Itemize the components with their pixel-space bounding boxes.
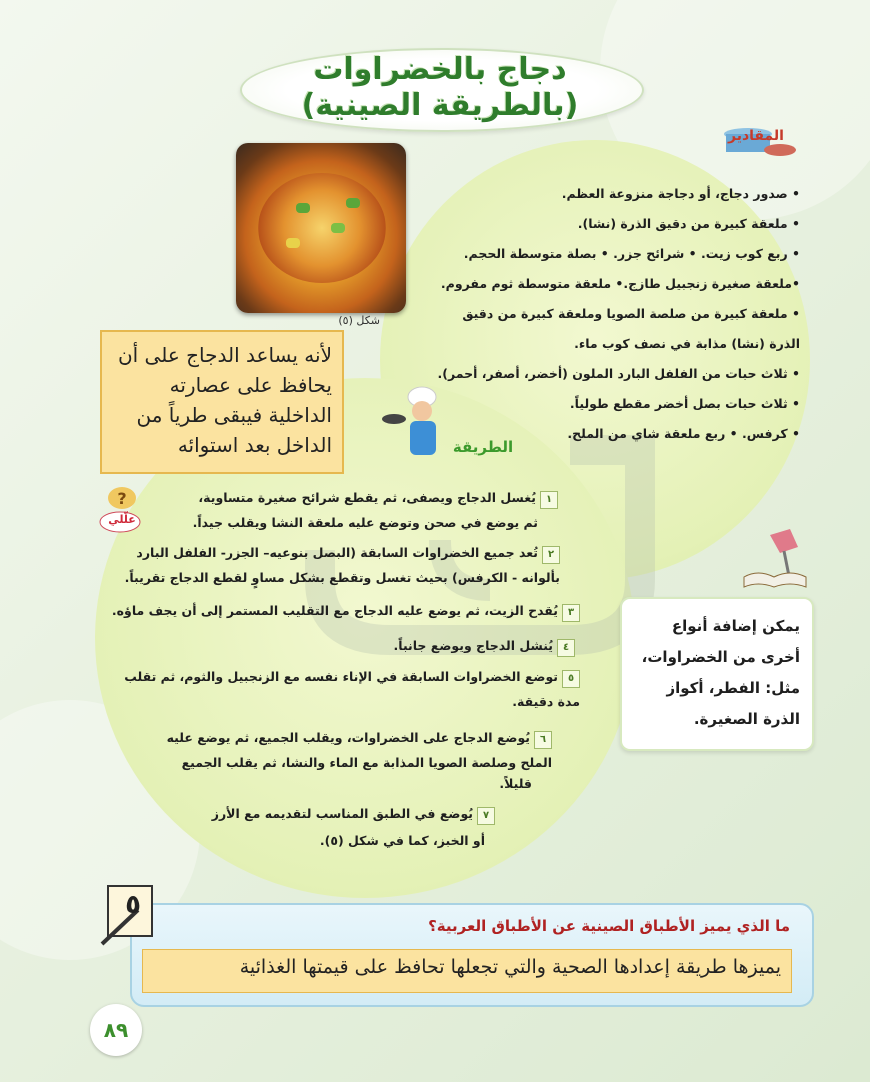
dish-photo bbox=[236, 143, 406, 313]
answer-note-text: لأنه يساعد الدجاج على أن يحافظ على عصارته الداخلية فيبقى طرياً من الداخل بعد استوائه bbox=[117, 343, 332, 457]
ingredient-item: • ملعقة كبيرة من صلصة الصويا وملعقة كبيرة من دقيق bbox=[462, 306, 800, 321]
ingredient-item: • ثلاث حبات بصل أخضر مقطع طولياً. bbox=[569, 396, 800, 411]
justify-label: علّلي bbox=[108, 513, 136, 526]
step-line: أو الخبز، كما في شكل (٥). bbox=[319, 833, 485, 848]
method-step bbox=[175, 638, 575, 657]
step-line: يُقدح الزيت، ثم يوضع عليه الدجاج مع التقليب المستمر إلى أن يجف ماؤه. bbox=[111, 603, 558, 618]
answer-note-box bbox=[100, 330, 344, 474]
method-step bbox=[138, 490, 558, 530]
ingredient-item: الذرة (نشا) مذابة في نصف كوب ماء. bbox=[574, 336, 800, 351]
method-step bbox=[100, 545, 560, 585]
method-heading: الطريقة bbox=[452, 438, 514, 456]
reading-lamp-icon bbox=[740, 525, 810, 595]
step-line: يُوضع الدجاج على الخضراوات، ويقلب الجميع، ثم يوضع عليه bbox=[166, 730, 530, 745]
tip-line: الذرة الصغيرة. bbox=[693, 710, 800, 728]
method-step bbox=[155, 806, 495, 848]
step-number: ٦ bbox=[534, 731, 552, 749]
method-step bbox=[100, 669, 580, 709]
step-number: ١ bbox=[540, 491, 558, 509]
tip-box bbox=[620, 597, 814, 751]
answer-text: يميزها طريقة إعدادها الصحية والتي تجعلها تحافظ على قيمتها الغذائية bbox=[239, 956, 781, 978]
tip-line: مثل: الفطر، أكواز bbox=[666, 679, 800, 697]
step-line: يُغسل الدجاج ويصفى، ثم يقطع شرائح صغيرة متساوية، bbox=[198, 490, 536, 505]
tip-text bbox=[630, 611, 800, 735]
step-number: ٣ bbox=[562, 604, 580, 622]
step-line: مدة دقيقة. bbox=[512, 694, 580, 709]
ingredient-item: • كرفس. • ربع ملعقة شاي من الملح. bbox=[567, 426, 800, 441]
tip-line: يمكن إضافة أنواع bbox=[671, 617, 800, 635]
step-line: تُعد جميع الخضراوات السابقة (البصل بنوعيه– الجزر- الفلفل البارد bbox=[136, 545, 538, 560]
step-number: ٤ bbox=[557, 639, 575, 657]
page-number: ٨٩ bbox=[90, 1004, 142, 1056]
tip-line: أخرى من الخضراوات، bbox=[641, 648, 800, 666]
step-number: ٥ bbox=[562, 670, 580, 688]
step-line: الملح وصلصة الصويا المذابة مع الماء والنشا، ثم يقلب الجميع bbox=[181, 755, 552, 770]
ingredient-item: • ثلاث حبات من الفلفل البارد الملون (أخضر، أصفر، أحمر). bbox=[437, 366, 800, 381]
question-panel bbox=[130, 903, 814, 1007]
ingredient-item: • ملعقة كبيرة من دقيق الذرة (نشا). bbox=[577, 216, 800, 231]
step-line: يُنشل الدجاج ويوضع جانباً. bbox=[393, 638, 553, 653]
step-line: بألوانه - الكرفس) بحيث تغسل وتقطع بشكل مساوٍ لقطع الدجاج تقريباً. bbox=[124, 570, 560, 585]
step-line: يُوضع في الطبق المناسب لتقديمه مع الأرز bbox=[211, 806, 473, 821]
step-line: توضع الخضراوات السابقة في الإناء نفسه مع الزنجبيل والثوم، ثم تقلب bbox=[124, 669, 558, 684]
answer-field bbox=[142, 949, 792, 993]
method-step bbox=[100, 603, 580, 622]
question-number: ٥ bbox=[125, 890, 141, 920]
svg-text:?: ? bbox=[117, 489, 127, 508]
page-subtitle: (بالطريقة الصينية) bbox=[301, 88, 579, 123]
figure-caption: شكل (٥) bbox=[338, 314, 380, 327]
ingredient-item: • ربع كوب زيت. • شرائح جزر. • بصلة متوسطة الحجم. bbox=[463, 246, 800, 261]
step-number: ٢ bbox=[542, 546, 560, 564]
page-title: دجاج بالخضراوات bbox=[313, 52, 567, 87]
ingredient-item: • صدور دجاج، أو دجاجة منزوعة العظم. bbox=[561, 186, 800, 201]
step-line: ثم يوضع في صحن وتوضع عليه ملعقة النشا ويقلب جيداً. bbox=[192, 515, 538, 530]
ingredient-item: •ملعقة صغيرة زنجبيل طازج.• ملعقة متوسطة ثوم مفروم. bbox=[440, 276, 800, 291]
ingredients-heading: المقادير bbox=[728, 128, 784, 144]
method-step bbox=[132, 730, 552, 791]
question-text: ما الذي يميز الأطباق الصينية عن الأطباق العربية؟ bbox=[428, 917, 790, 935]
step-line: قليلاً. bbox=[499, 776, 532, 791]
step-number: ٧ bbox=[477, 807, 495, 825]
